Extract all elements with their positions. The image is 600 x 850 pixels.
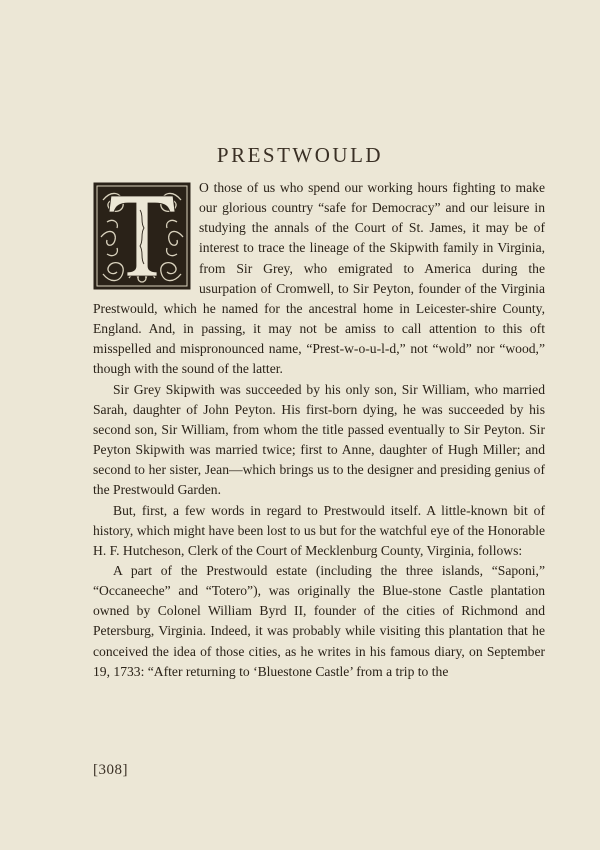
drop-cap-ornament [93, 182, 191, 290]
ornamental-drop-cap [93, 182, 191, 290]
page-number: [308] [93, 762, 128, 778]
paragraph: A part of the Prestwould estate (including the three islands, “Saponi,” “Occaneeche” and “Totero”), was originally the Blue-stone Castle plantation owned by Colonel William Byrd II, founder of the cities of Richmond and Petersburg, Virginia. Indeed, it was probably while visiting this plantation that he conceived the idea of those cities, as he writes in his famous diary, on September 19, 1733: “After returning to ‘Bluestone Castle’ from a trip to the [93, 562, 545, 679]
body-text [93, 178, 545, 682]
paragraph: O those of us who spend our working hours fighting to make our glorious country “safe for Democracy” and our leisure in studying the annals of the Court of St. James, it may be of interest to trace the lineage of the Skipwith family in Virginia, from Sir Grey, who emigrated to America during the usurpation of Cromwell, to Sir Peyton, founder of the Virginia Prestwould, which he named for the ancestral home in Leicester-shire County, England. And, in passing, it may not be amiss to call attention to this oft misspelled and mispronounced name, “Prest-w-o-u-l-d,” not “wold” nor “wood,” though with the sound of the latter. [93, 180, 545, 377]
paragraph: But, first, a few words in regard to Prestwould itself. A little-known bit of history, which might have been lost to us but for the watchful eye of the Honorable H. F. Hutcheson, Clerk of the Court of Mecklenburg County, Virginia, follows: [93, 502, 545, 558]
paragraph: Sir Grey Skipwith was succeeded by his only son, Sir William, who married Sarah, daughter of John Peyton. His first-born dying, he was succeeded by his second son, Sir William, from whom the title passed eventually to Sir Peyton. Sir Peyton Skipwith was married twice; first to Anne, daughter of Hugh Miller; and second to her sister, Jean—which brings us to the designer and presiding genius of the Prestwould Garden. [93, 381, 545, 498]
page-title: PRESTWOULD [216, 143, 384, 167]
